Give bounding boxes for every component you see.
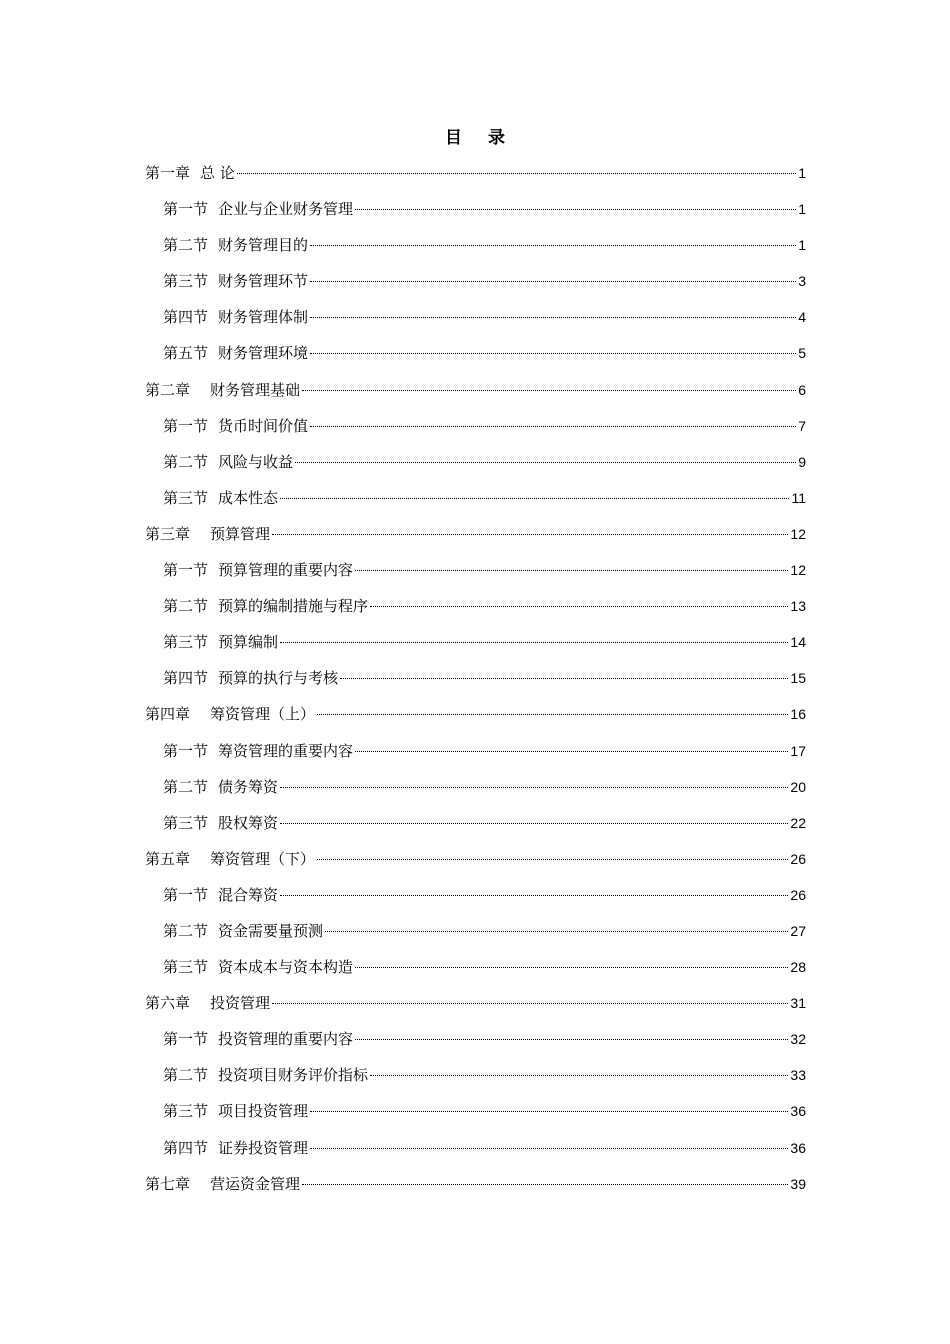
toc-entry-number: 第三节	[163, 633, 209, 652]
toc-dot-leader	[325, 931, 788, 932]
toc-section-entry[interactable]	[145, 733, 806, 769]
toc-entry-number: 第四节	[163, 669, 209, 688]
toc-page-number: 5	[798, 345, 806, 362]
toc-entry-number: 第二节	[163, 1066, 209, 1085]
toc-entry-number: 第二节	[163, 597, 209, 616]
toc-page-number: 13	[790, 598, 806, 615]
toc-entry-label	[163, 444, 293, 480]
toc-dot-leader	[280, 787, 788, 788]
toc-entry-label	[145, 516, 270, 552]
toc-dot-leader	[355, 209, 796, 210]
toc-entry-number: 第四节	[163, 308, 209, 327]
toc-entry-number: 第三节	[163, 958, 209, 977]
toc-entry-text: 预算管理的重要内容	[218, 561, 354, 580]
toc-entry-number: 第一章	[145, 164, 191, 182]
toc-entry-text: 筹资管理（下）	[210, 849, 316, 868]
toc-entry-text: 投资项目财务评价指标	[218, 1066, 369, 1085]
toc-entry-number: 第一节	[163, 1030, 209, 1049]
toc-chapter-entry[interactable]	[145, 372, 806, 408]
toc-entry-label	[163, 913, 323, 949]
toc-entry-number: 第二节	[163, 921, 209, 940]
toc-entry-label	[163, 408, 308, 444]
toc-chapter-entry[interactable]	[145, 516, 806, 552]
toc-dot-leader	[310, 245, 796, 246]
toc-entry-label	[163, 191, 353, 227]
toc-entry-number: 第二节	[163, 236, 209, 255]
toc-entry-text: 筹资管理（上）	[210, 705, 316, 724]
toc-entry-text: 企业与企业财务管理	[218, 200, 354, 219]
toc-dot-leader	[272, 534, 788, 535]
toc-dot-leader	[355, 967, 788, 968]
toc-section-entry[interactable]	[145, 335, 806, 371]
toc-entry-number: 第三节	[163, 488, 209, 507]
toc-entry-label	[163, 949, 353, 985]
toc-entry-number: 第一节	[163, 741, 209, 760]
toc-entry-number: 第五章	[145, 849, 191, 868]
toc-dot-leader	[237, 173, 796, 174]
toc-dot-leader	[302, 390, 796, 391]
toc-page-number: 15	[790, 670, 806, 687]
toc-entry-label	[163, 227, 308, 263]
toc-section-entry[interactable]	[145, 805, 806, 841]
toc-entry-number: 第三节	[163, 813, 209, 832]
toc-page-number: 36	[790, 1103, 806, 1120]
toc-dot-leader	[280, 498, 789, 499]
toc-entry-text: 资金需要量预测	[218, 921, 324, 940]
toc-chapter-entry[interactable]	[145, 841, 806, 877]
toc-entry-label	[163, 624, 278, 660]
toc-dot-leader	[340, 678, 788, 679]
toc-entry-label	[163, 1057, 368, 1093]
toc-dot-leader	[310, 353, 796, 354]
toc-dot-leader	[355, 751, 788, 752]
toc-entry-text: 预算管理	[210, 524, 271, 543]
toc-entry-number: 第一节	[163, 200, 209, 219]
toc-entry-text: 股权筹资	[218, 813, 279, 832]
toc-dot-leader	[370, 1075, 788, 1076]
toc-dot-leader	[310, 1148, 788, 1149]
toc-entry-label	[163, 733, 353, 769]
toc-page-number: 1	[798, 165, 806, 181]
toc-page-number: 36	[790, 1139, 806, 1156]
toc-entry-number: 第五节	[163, 344, 209, 363]
toc-entry-label	[145, 696, 315, 732]
toc-entry-label	[163, 805, 278, 841]
toc-page-number: 26	[790, 850, 806, 867]
toc-entry-text: 财务管理基础	[210, 380, 301, 399]
toc-entry-text: 投资管理	[210, 994, 271, 1013]
toc-dot-leader	[272, 1003, 788, 1004]
toc-entry-label	[163, 1093, 308, 1129]
toc-entry-label	[163, 588, 368, 624]
toc-dot-leader	[280, 895, 788, 896]
toc-page-number: 17	[790, 742, 806, 759]
toc-page-number: 31	[790, 995, 806, 1012]
toc-entry-text: 风险与收益	[218, 452, 294, 471]
toc-section-entry[interactable]	[145, 660, 806, 696]
toc-page-number: 11	[791, 489, 806, 506]
toc-page-number: 3	[798, 273, 806, 290]
toc-entry-text: 财务管理环节	[218, 272, 309, 291]
toc-dot-leader	[370, 606, 788, 607]
toc-page-number: 20	[790, 778, 806, 795]
toc-entry-text: 货币时间价值	[218, 416, 309, 435]
toc-dot-leader	[280, 642, 788, 643]
toc-entry-label	[163, 263, 308, 299]
toc-dot-leader	[302, 1184, 788, 1185]
toc-entry-number: 第二章	[145, 380, 191, 399]
table-of-contents	[145, 155, 806, 1202]
toc-page-number: 1	[798, 237, 806, 254]
toc-page-number: 7	[798, 417, 806, 434]
toc-entry-text: 债务筹资	[218, 777, 279, 796]
toc-entry-number: 第三节	[163, 1102, 209, 1121]
toc-entry-text: 财务管理体制	[218, 308, 309, 327]
toc-section-entry[interactable]	[145, 1130, 806, 1166]
toc-entry-label	[163, 1130, 308, 1166]
toc-entry-text: 证券投资管理	[218, 1138, 309, 1157]
toc-entry-label	[145, 985, 270, 1021]
toc-section-entry[interactable]	[145, 949, 806, 985]
toc-entry-number: 第一节	[163, 561, 209, 580]
toc-dot-leader	[310, 317, 796, 318]
toc-entry-text: 混合筹资	[218, 885, 279, 904]
toc-chapter-entry[interactable]	[145, 985, 806, 1021]
toc-entry-label	[163, 660, 338, 696]
toc-page-number: 27	[790, 922, 806, 939]
toc-entry-label	[163, 1021, 353, 1057]
toc-section-entry[interactable]	[145, 624, 806, 660]
toc-entry-text: 预算编制	[218, 633, 279, 652]
toc-title: 目 录	[445, 128, 515, 148]
toc-section-entry[interactable]	[145, 480, 806, 516]
toc-section-entry[interactable]	[145, 1057, 806, 1093]
toc-page-number: 16	[790, 706, 806, 723]
toc-dot-leader	[355, 1039, 788, 1040]
toc-section-entry[interactable]	[145, 877, 806, 913]
toc-entry-text: 预算的编制措施与程序	[218, 597, 369, 616]
toc-entry-number: 第二节	[163, 777, 209, 796]
toc-dot-leader	[317, 714, 788, 715]
toc-entry-label	[145, 155, 235, 191]
toc-entry-label	[145, 1166, 300, 1202]
toc-entry-number: 第六章	[145, 994, 191, 1013]
toc-entry-text: 投资管理的重要内容	[218, 1030, 354, 1049]
toc-entry-text: 总 论	[200, 164, 235, 182]
toc-section-entry[interactable]	[145, 1093, 806, 1129]
toc-entry-number: 第二节	[163, 452, 209, 471]
toc-page-number: 1	[798, 201, 806, 218]
toc-entry-label	[163, 480, 278, 516]
toc-entry-number: 第四节	[163, 1138, 209, 1157]
toc-chapter-entry[interactable]	[145, 696, 806, 732]
toc-entry-number: 第四章	[145, 705, 191, 724]
toc-entry-text: 筹资管理的重要内容	[218, 741, 354, 760]
toc-page-number: 12	[790, 525, 806, 542]
toc-section-entry[interactable]	[145, 552, 806, 588]
toc-section-entry[interactable]	[145, 444, 806, 480]
toc-page-number: 26	[790, 886, 806, 903]
toc-page-number: 28	[790, 959, 806, 976]
toc-entry-label	[163, 552, 353, 588]
toc-entry-text: 营运资金管理	[210, 1174, 301, 1193]
toc-entry-number: 第一节	[163, 416, 209, 435]
toc-section-entry[interactable]	[145, 263, 806, 299]
toc-entry-label	[145, 372, 300, 408]
toc-dot-leader	[355, 570, 788, 571]
toc-section-entry[interactable]	[145, 299, 806, 335]
toc-dot-leader	[280, 823, 788, 824]
toc-section-entry[interactable]	[145, 913, 806, 949]
toc-page-number: 22	[790, 814, 806, 831]
toc-section-entry[interactable]	[145, 588, 806, 624]
toc-dot-leader	[295, 462, 796, 463]
toc-chapter-entry[interactable]	[145, 155, 806, 191]
toc-section-entry[interactable]	[145, 191, 806, 227]
toc-entry-number: 第三节	[163, 272, 209, 291]
toc-page-number: 39	[790, 1175, 806, 1192]
toc-entry-label	[163, 335, 308, 371]
toc-entry-label	[145, 841, 315, 877]
toc-entry-number: 第一节	[163, 885, 209, 904]
toc-page-number: 9	[798, 453, 806, 470]
toc-entry-text: 预算的执行与考核	[218, 669, 339, 688]
toc-chapter-entry[interactable]	[145, 1166, 806, 1202]
toc-dot-leader	[317, 859, 788, 860]
toc-entry-text: 财务管理目的	[218, 236, 309, 255]
toc-entry-number: 第七章	[145, 1174, 191, 1193]
toc-page-number: 14	[790, 634, 806, 651]
toc-entry-number: 第三章	[145, 524, 191, 543]
toc-dot-leader	[310, 426, 796, 427]
toc-page-number: 12	[790, 562, 806, 579]
toc-section-entry[interactable]	[145, 1021, 806, 1057]
toc-section-entry[interactable]	[145, 769, 806, 805]
toc-entry-label	[163, 299, 308, 335]
toc-page-number: 6	[798, 381, 806, 398]
toc-section-entry[interactable]	[145, 227, 806, 263]
toc-entry-text: 财务管理环境	[218, 344, 309, 363]
toc-page-number: 4	[798, 309, 806, 326]
toc-entry-label	[163, 769, 278, 805]
toc-dot-leader	[310, 1111, 788, 1112]
toc-entry-label	[163, 877, 278, 913]
toc-page-number: 33	[790, 1067, 806, 1084]
toc-entry-text: 成本性态	[218, 488, 279, 507]
toc-section-entry[interactable]	[145, 408, 806, 444]
toc-dot-leader	[310, 281, 796, 282]
toc-page-number: 32	[790, 1031, 806, 1048]
toc-entry-text: 资本成本与资本构造	[218, 958, 354, 977]
toc-entry-text: 项目投资管理	[218, 1102, 309, 1121]
